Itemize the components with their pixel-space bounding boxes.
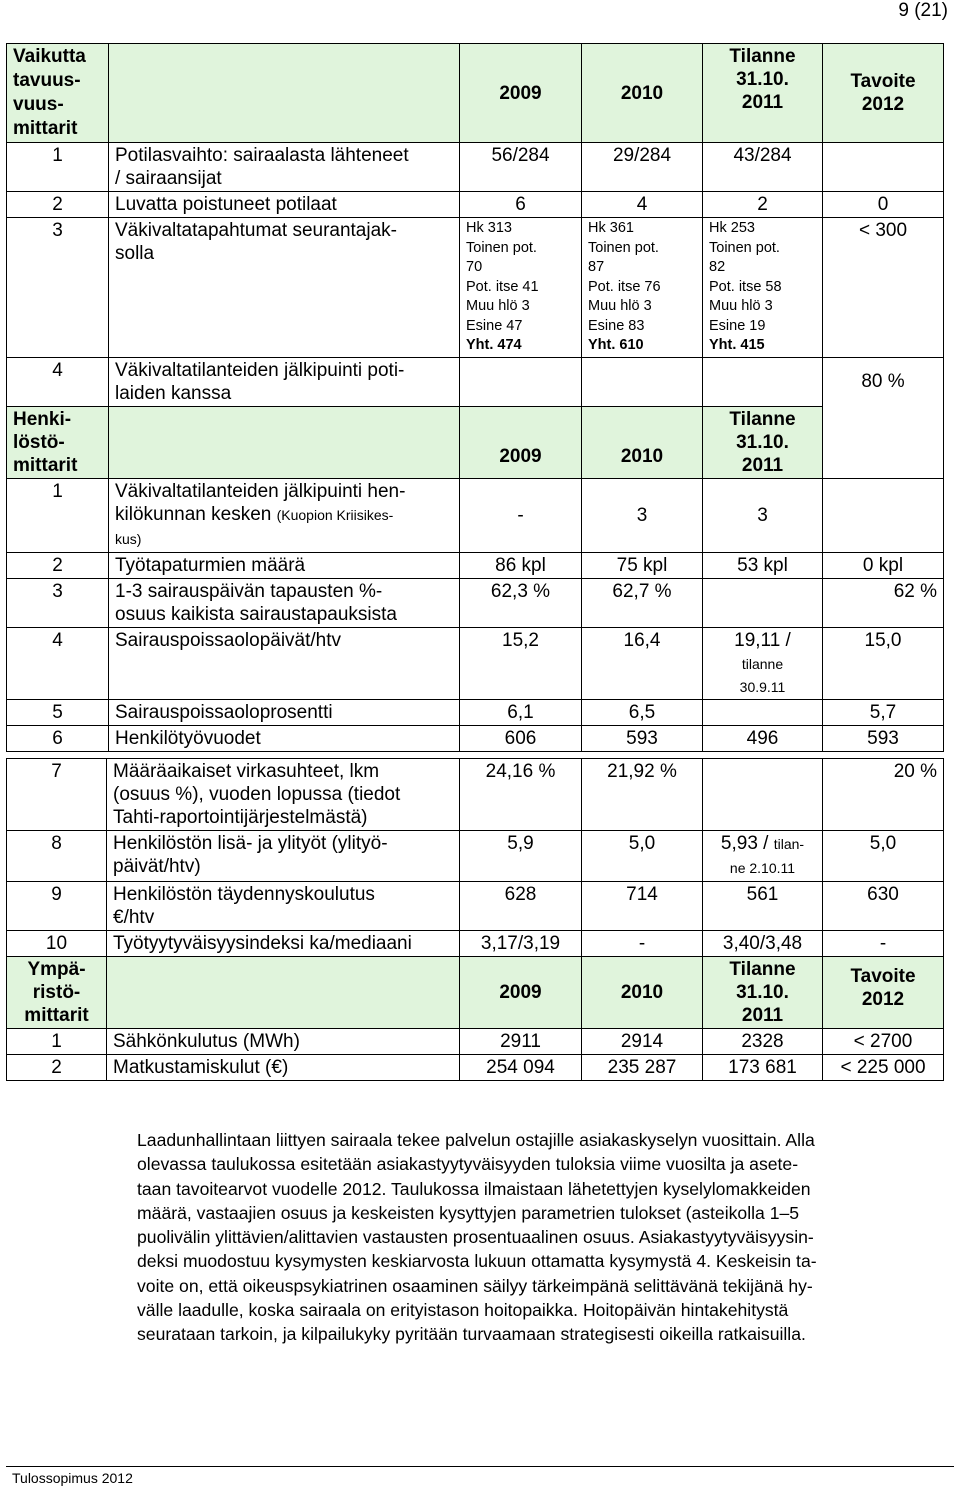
table-row: 10 Työtyytyväisyysindeksi ka/mediaani 3,17/3,19 - 3,40/3,48 - [7, 931, 944, 957]
header-2010: 2010 [582, 44, 703, 143]
table-row: 7 Määräaikaiset virkasuhteet, lkm (osuus %), vuoden lopussa (tiedot Tahti-raportointijärjestelmästä) 24,16 % 21,92 % 20 % [7, 759, 944, 831]
header-goal: Tavoite 2012 [823, 44, 944, 143]
header-personnel-indicators: Henki- löstö- mittarit [7, 406, 109, 478]
table-row: 3 Väkivaltatapahtumat seurantajak- solla Hk 313 Toinen pot. 70 Pot. itse 41 Muu hlö 3 Esine 47 Yht. 474 Hk 361 Toinen pot. 87 Pot. itse 76 Muu hlö 3 Esine 83 Yht. 610 Hk 253 Toinen pot. 82 Pot. itse 58 Muu hlö 3 Esine 19 Yht. 415 < 300 [7, 218, 944, 358]
page-number: 9 (21) [898, 0, 948, 21]
table-row: 1 Väkivaltatilanteiden jälkipuinti hen- kilökunnan kesken (Kuopion Kriisikes- kus) - 3 3 [7, 478, 944, 552]
footer-divider [6, 1466, 954, 1467]
table-row: 4 Sairauspoissaolopäivät/htv 15,2 16,4 19,11 / tilanne 30.9.11 15,0 [7, 627, 944, 699]
table-row: 2 Matkustamiskulut (€) 254 094 235 287 173 681 < 225 000 [7, 1055, 944, 1081]
header-status: Tilanne 31.10. 2011 [703, 44, 823, 143]
header-2009: 2009 [460, 44, 582, 143]
header-effectiveness-indicators: Vaikutta tavuus- vuus- mittarit [7, 44, 109, 143]
table-row: 3 1-3 sairauspäivän tapausten %- osuus kaikista sairaustapauksista 62,3 % 62,7 % 62 % [7, 578, 944, 627]
table-row: 1 Potilasvaihto: sairaalasta lähteneet / sairaansijat 56/284 29/284 43/284 [7, 143, 944, 192]
table-row: 4 Väkivaltatilanteiden jälkipuinti poti- laiden kanssa 80 % [7, 357, 944, 406]
table-row: 6 Henkilötyövuodet 606 593 496 593 [7, 725, 944, 751]
indicator-table-2: 7 Määräaikaiset virkasuhteet, lkm (osuus %), vuoden lopussa (tiedot Tahti-raportointijärjestelmästä) 24,16 % 21,92 % 20 % 8 Henkilöstön lisä- ja ylityöt (ylityö- päivät/htv) 5,9 5,0 5,93 / tilan- ne 2.10.11 5,0 9 Henkilöstön täydennyskoulutus €/htv 628 714 561 630 10 Työtyytyväisyysindeksi ka/mediaani 3,17/3,19 - 3,40/3,48 - Ympä- ristö- mittarit 2009 2010 Tilanne 31.10. 2011 Tavoite 2012 1 Sähkönkulutus (MWh) 2911 2914 2328 < 2700 2 Matkustamiskulut (€) 254 094 235 287 173 681 < 225 000 [6, 758, 944, 1081]
table-row: 9 Henkilöstön täydennyskoulutus €/htv 628 714 561 630 [7, 882, 944, 931]
indicator-table-1: Vaikutta tavuus- vuus- mittarit 2009 2010 Tilanne 31.10. 2011 Tavoite 2012 1 Potilasvaihto: sairaalasta lähteneet / sairaansijat 56/284 29/284 43/284 2 Luvatta poistuneet potilaat 6 4 2 0 3 Väkivaltatapahtumat seurantajak- solla Hk 313 Toinen pot. 70 Pot. itse 41 Muu hlö 3 Esine 47 Yht. 474 Hk 361 Toinen pot. 87 Pot. itse 76 Muu hlö 3 Esine 83 Yht. 610 Hk 253 Toinen pot. 82 Pot. itse 58 Muu hlö 3 Esine 19 Yht. 415 < 300 4 Väkivaltatilanteiden jälkipuinti poti- laiden kanssa 80 % Henki- löstö- mittarit 2009 2010 Tilanne 31.10. 2011 1 Väkivaltatilanteiden jälkipuinti hen- kilökunnan kesken (Kuopion Kriisikes- kus) - 3 3 2 Työtapaturmien määrä 86 kpl 75 kpl 53 kpl 0 kpl 3 1-3 sairauspäivän tapausten %- osuus kaikista sairaustapauksista 62,3 % 62,7 % 62 % 4 Sairauspoissaolopäivät/htv 15,2 16,4 19,11 / tilanne 30.9.11 15,0 5 Sairauspoissaoloprosentti 6,1 6,5 5,7 6 Henkilötyövuodet 606 593 496 593 [6, 43, 944, 752]
table-row: 2 Luvatta poistuneet potilaat 6 4 2 0 [7, 192, 944, 218]
footer-text: Tulossopimus 2012 [12, 1470, 133, 1486]
body-paragraph: Laadunhallintaan liittyen sairaala tekee palvelun ostajille asiakaskyselyn vuosittain. Alla olevassa taulukossa esitetään asiakastyytyväisyyden tuloksia viime vuosilta ja asete- taan tavoitearvot vuodelle 2012. Taulukossa ilmaistaan lähetettyjen kyselylomakkeiden määrä, vastaajien osuus ja keskeisten kysyttyjen parametrien tulokset (asteikolla 1–5 puolivälin ylittävien/alittavien vastausten prosentuaalinen osuus. Asiakastyytyväisyysin- deksi muodostuu kysymysten keskiarvosta lukuun ottamatta kysymystä 4. Keskeisin ta- voite on, että oikeuspsykiatrinen osaaminen säilyy tärkeimpänä selittävänä tekijänä hy- välle laadulle, koska sairaala on erityistason hoitopaikka. Hoitopäivän hintakehitystä seurataan tarkoin, ja kilpailukyky pyritään turvaamaan strategisesti oikeilla ratkaisuilla. [137, 1130, 817, 1345]
table-row: 5 Sairauspoissaoloprosentti 6,1 6,5 5,7 [7, 699, 944, 725]
table-row: 1 Sähkönkulutus (MWh) 2911 2914 2328 < 2700 [7, 1029, 944, 1055]
table-row: 2 Työtapaturmien määrä 86 kpl 75 kpl 53 kpl 0 kpl [7, 552, 944, 578]
header-environment-indicators: Ympä- ristö- mittarit [7, 957, 107, 1029]
table-row: 8 Henkilöstön lisä- ja ylityöt (ylityö- päivät/htv) 5,9 5,0 5,93 / tilan- ne 2.10.11 5,0 [7, 831, 944, 882]
header-blank [109, 44, 460, 143]
